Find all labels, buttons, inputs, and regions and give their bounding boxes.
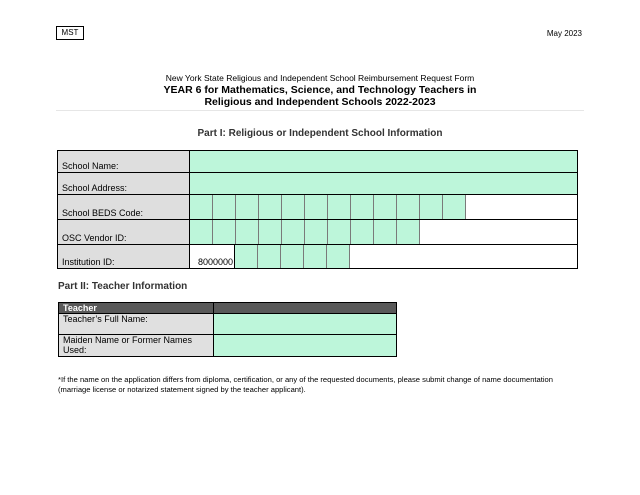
beds-code-label: School BEDS Code: — [58, 195, 190, 220]
osc-vendor-boxes — [190, 220, 577, 244]
row-institution-id — [58, 245, 578, 269]
beds-code-digit-box[interactable] — [374, 195, 397, 219]
institution-id-digit-box[interactable] — [235, 245, 258, 268]
school-info-table — [57, 150, 578, 269]
beds-code-digit-box[interactable] — [190, 195, 213, 219]
osc-vendor-digit-box[interactable] — [351, 220, 374, 244]
institution-id-digit-box[interactable] — [281, 245, 304, 268]
beds-code-digit-box[interactable] — [305, 195, 328, 219]
beds-code-boxes — [190, 195, 577, 219]
beds-code-field — [190, 195, 578, 220]
school-address-label: School Address: — [58, 173, 190, 195]
osc-vendor-digit-box[interactable] — [190, 220, 213, 244]
maiden-name-label: Maiden Name or Former Names Used: — [59, 335, 214, 357]
teacher-name-field[interactable] — [214, 314, 397, 335]
header-divider — [56, 110, 584, 111]
row-maiden-name — [59, 335, 397, 357]
institution-id-prefix: 8000000 — [190, 245, 235, 268]
school-address-field[interactable] — [190, 173, 578, 195]
osc-vendor-digit-box[interactable] — [397, 220, 420, 244]
osc-vendor-digit-box[interactable] — [213, 220, 236, 244]
osc-vendor-digit-box[interactable] — [236, 220, 259, 244]
beds-code-digit-box[interactable] — [443, 195, 466, 219]
row-osc-vendor — [58, 220, 578, 245]
beds-code-digit-box[interactable] — [420, 195, 443, 219]
form-title-line2: YEAR 6 for Mathematics, Science, and Technology Teachers in — [163, 84, 477, 96]
beds-code-digit-box[interactable] — [213, 195, 236, 219]
row-teacher-name — [59, 314, 397, 335]
institution-id-digit-box[interactable] — [304, 245, 327, 268]
institution-id-field — [190, 245, 578, 269]
form-code-badge: MST — [56, 26, 84, 40]
form-title-line1: New York State Religious and Independent School Reimbursement Request Form — [165, 73, 475, 83]
school-name-field[interactable] — [190, 151, 578, 173]
part1-title: Part I: Religious or Independent School Information — [197, 128, 443, 139]
beds-code-digit-box[interactable] — [351, 195, 374, 219]
institution-id-digit-box[interactable] — [258, 245, 281, 268]
row-school-name — [58, 151, 578, 173]
school-name-label: School Name: — [58, 151, 190, 173]
institution-id-boxes — [190, 245, 577, 268]
teacher-header-blank — [214, 303, 397, 314]
teacher-name-label: Teacher’s Full Name: — [59, 314, 214, 335]
beds-code-digit-box[interactable] — [397, 195, 420, 219]
row-school-address — [58, 173, 578, 195]
beds-code-digit-box[interactable] — [328, 195, 351, 219]
form-date: May 2023 — [546, 29, 582, 38]
osc-vendor-field — [190, 220, 578, 245]
osc-vendor-digit-box[interactable] — [374, 220, 397, 244]
beds-code-digit-box[interactable] — [282, 195, 305, 219]
teacher-header-label: Teacher — [59, 303, 214, 314]
part2-title: Part II: Teacher Information — [58, 281, 188, 292]
osc-vendor-label: OSC Vendor ID: — [58, 220, 190, 245]
osc-vendor-digit-box[interactable] — [305, 220, 328, 244]
beds-code-digit-box[interactable] — [236, 195, 259, 219]
institution-id-digit-box[interactable] — [327, 245, 350, 268]
institution-id-label: Institution ID: — [58, 245, 190, 269]
form-title-line3: Religious and Independent Schools 2022-2023 — [204, 96, 436, 108]
row-beds-code — [58, 195, 578, 220]
name-change-footnote: *If the name on the application differs from diploma, certification, or any of the requested documents, please submit change of name documentation (marriage license or notarized statement signed by the teacher applicant). — [58, 375, 554, 394]
teacher-table-header — [59, 303, 397, 314]
osc-vendor-digit-box[interactable] — [328, 220, 351, 244]
osc-vendor-digit-box[interactable] — [259, 220, 282, 244]
osc-vendor-digit-box[interactable] — [282, 220, 305, 244]
beds-code-digit-box[interactable] — [259, 195, 282, 219]
maiden-name-field[interactable] — [214, 335, 397, 357]
teacher-info-table — [58, 302, 397, 357]
